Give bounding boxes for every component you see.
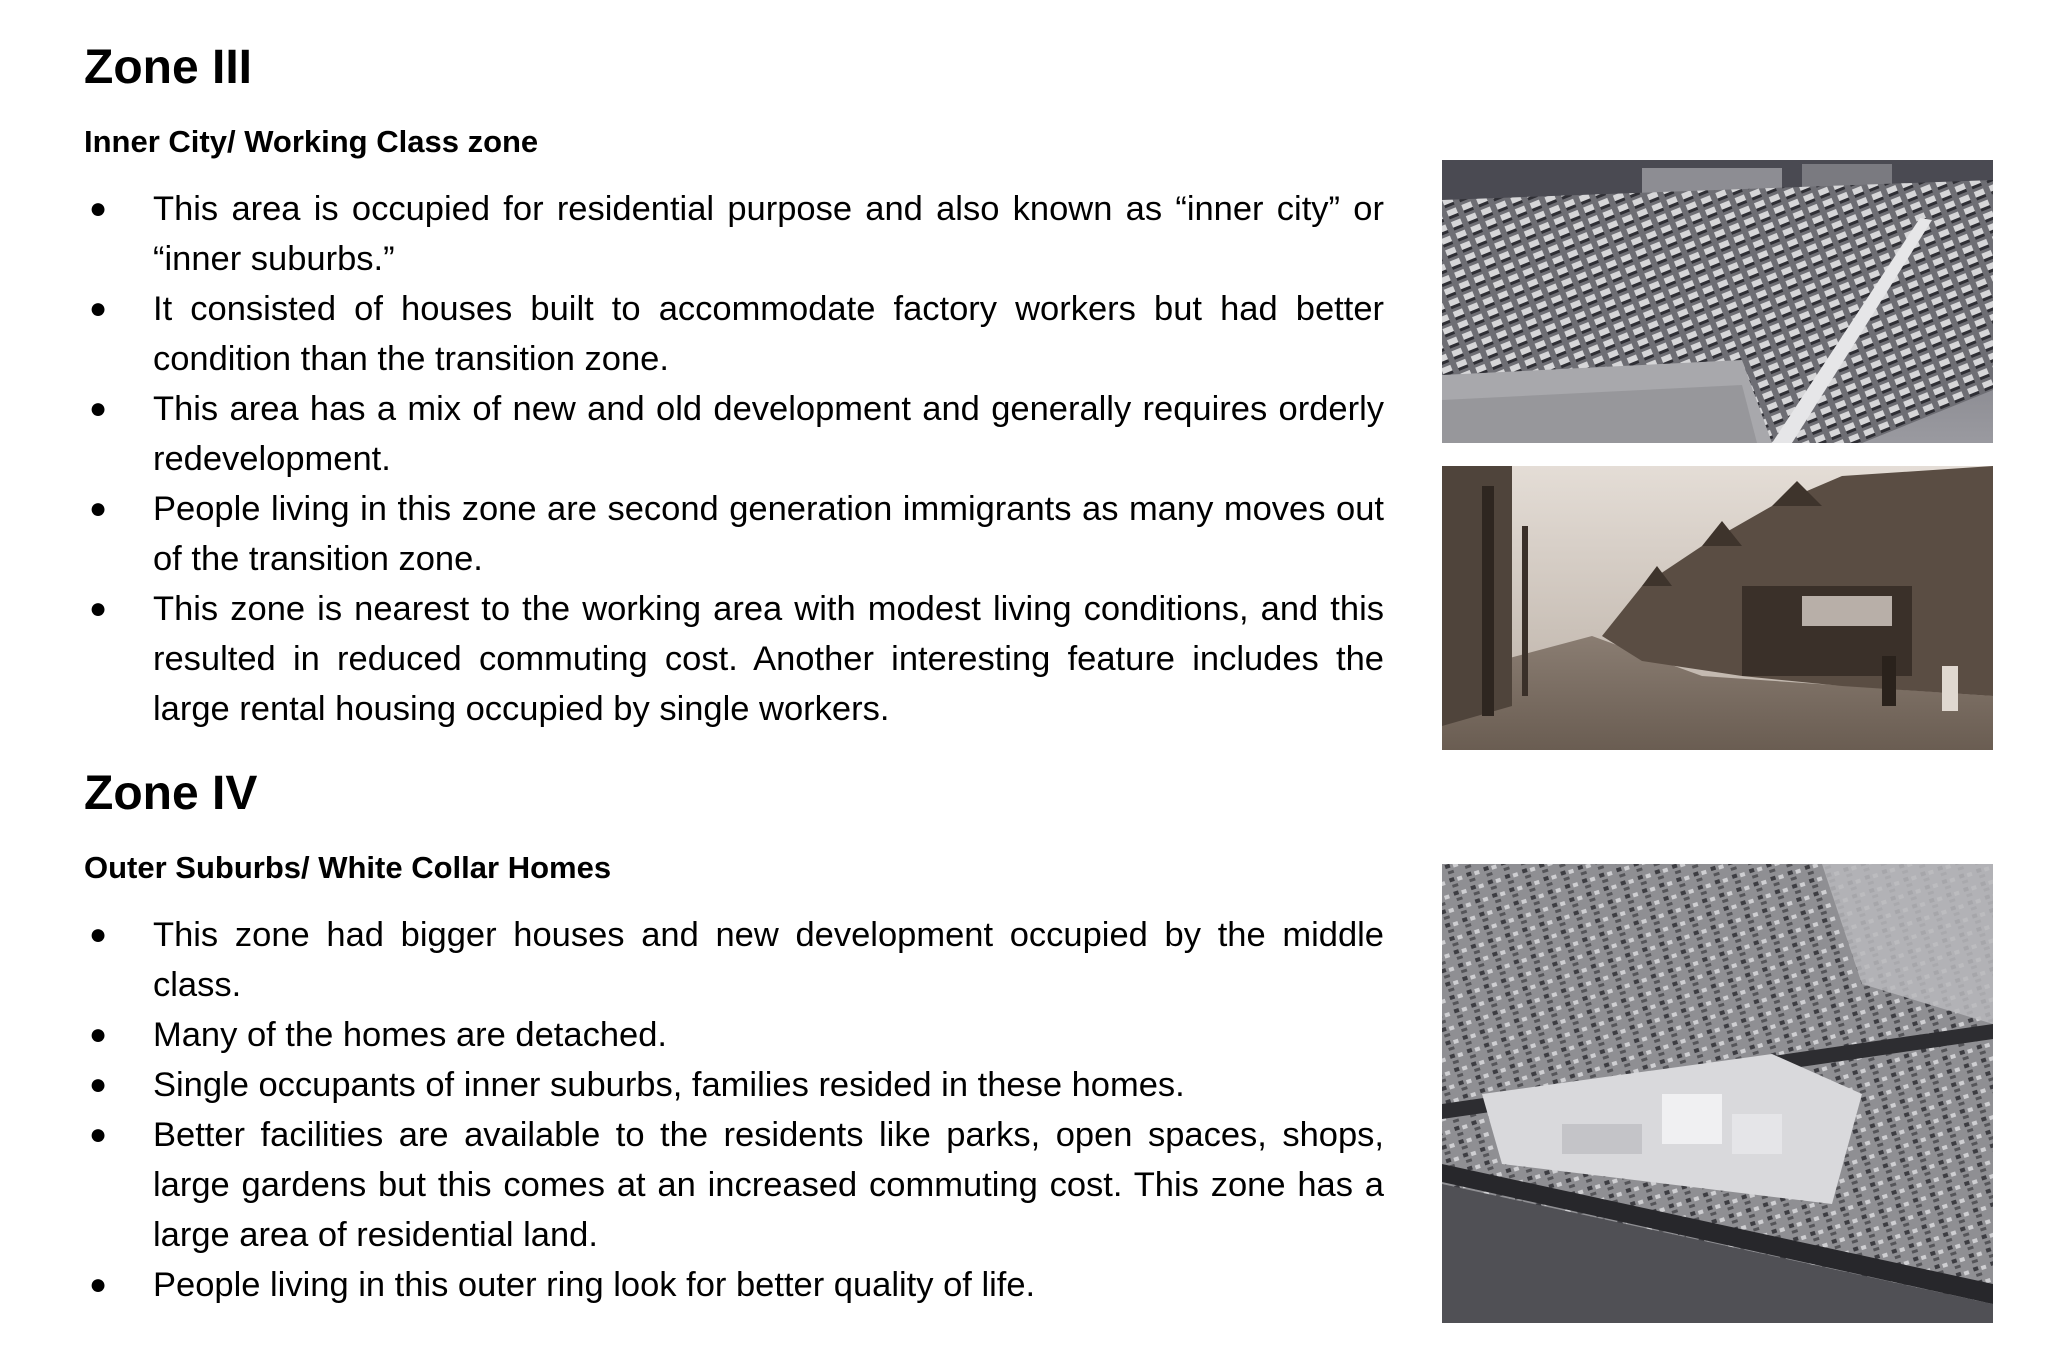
aerial-suburbs-photo bbox=[1442, 864, 1993, 1323]
bullet-item bbox=[84, 484, 1384, 584]
bullet-text: It consisted of houses built to accommodate factory workers but had better condition than the transition zone. bbox=[153, 290, 1384, 378]
bullet-item bbox=[84, 910, 1384, 1010]
bullet-item bbox=[84, 384, 1384, 484]
street-houses-photo bbox=[1442, 466, 1993, 750]
bullet-item bbox=[84, 1060, 1384, 1110]
bullet-text: This area is occupied for residential purpose and also known as “inner city” or “inner suburbs.” bbox=[153, 190, 1384, 278]
zone-iii-section bbox=[84, 38, 1384, 734]
zone-iii-title: Zone III bbox=[84, 41, 252, 94]
bullet-text: People living in this zone are second generation immigrants as many moves out of the transition zone. bbox=[153, 490, 1384, 578]
bullet-dot: ● bbox=[89, 192, 108, 225]
zone-iii-bullet-list bbox=[84, 184, 1384, 734]
bullet-dot: ● bbox=[89, 918, 108, 951]
bullet-dot: ● bbox=[89, 292, 108, 325]
street-houses-image bbox=[1442, 466, 1993, 750]
bullet-item bbox=[84, 184, 1384, 284]
bullet-item bbox=[84, 1260, 1384, 1310]
zone-iii-subtitle: Inner City/ Working Class zone bbox=[84, 124, 539, 159]
bullet-dot: ● bbox=[89, 1018, 108, 1051]
bullet-text: This area has a mix of new and old development and generally requires orderly redevelopment. bbox=[153, 390, 1384, 478]
bullet-item bbox=[84, 1010, 1384, 1060]
zone-iv-bullet-list bbox=[84, 910, 1384, 1310]
bullet-dot: ● bbox=[89, 1068, 108, 1101]
bullet-dot: ● bbox=[89, 392, 108, 425]
bullet-item bbox=[84, 1110, 1384, 1260]
bullet-text: People living in this outer ring look for better quality of life. bbox=[153, 1266, 1036, 1304]
zone-iv-subtitle: Outer Suburbs/ White Collar Homes bbox=[84, 850, 612, 885]
bullet-text: This zone is nearest to the working area with modest living conditions, and this resulted in reduced commuting cost. Another interesting feature includes the large rental housing occupied by single workers. bbox=[153, 590, 1384, 728]
bullet-text: Many of the homes are detached. bbox=[153, 1016, 667, 1054]
bullet-item bbox=[84, 284, 1384, 384]
bullet-dot: ● bbox=[89, 592, 108, 625]
aerial-rowhouses-image bbox=[1442, 160, 1993, 443]
bullet-text: Single occupants of inner suburbs, families resided in these homes. bbox=[153, 1066, 1185, 1104]
bullet-dot: ● bbox=[89, 1268, 108, 1301]
bullet-item bbox=[84, 584, 1384, 734]
bullet-text: This zone had bigger houses and new development occupied by the middle class. bbox=[153, 916, 1384, 1004]
aerial-rowhouses-photo bbox=[1442, 160, 1993, 443]
bullet-dot: ● bbox=[89, 1118, 108, 1151]
zone-iv-section bbox=[84, 764, 1384, 1310]
zone-iv-title: Zone IV bbox=[84, 767, 258, 820]
bullet-dot: ● bbox=[89, 492, 108, 525]
aerial-suburbs-image bbox=[1442, 864, 1993, 1323]
bullet-text: Better facilities are available to the residents like parks, open spaces, shops, large gardens but this comes at an increased commuting cost. This zone has a large area of residential land. bbox=[153, 1116, 1384, 1254]
